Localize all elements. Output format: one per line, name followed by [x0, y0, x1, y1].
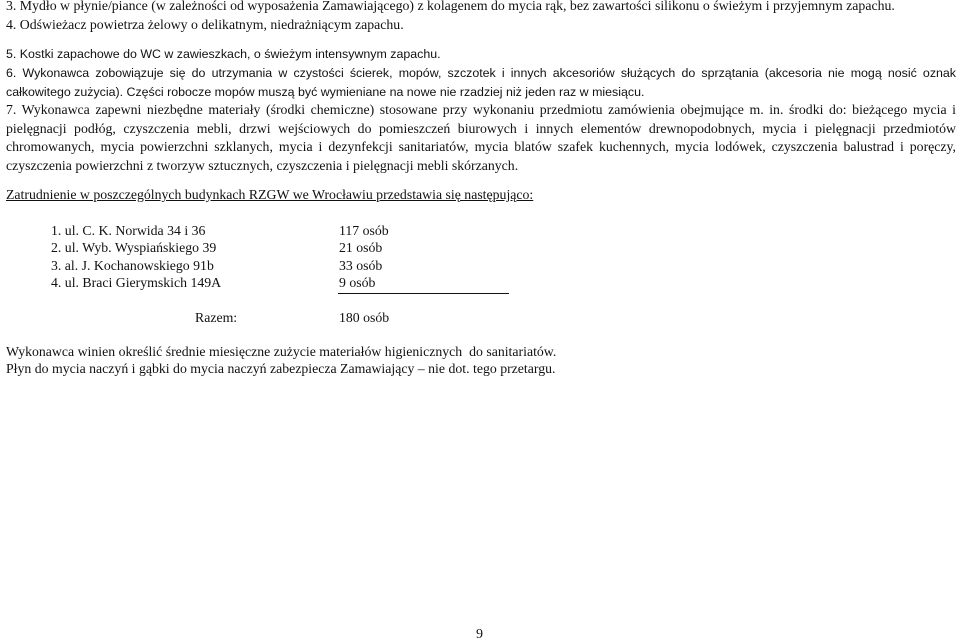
list-item-7: 7. Wykonawca zapewni niezbędne materiały (środki chemiczne) stosowane przy wykonaniu przedmiotu zamówienia obejmujące m. in. środki do: bieżącego mycia i pielęgnacji podłóg, czyszczenia mebli, drzwi wejściowych do pomieszczeń biurowych i innych elementów drewnopodobnych, mycia i pielęgnacji przedmiotów chromowanych, mycia powierzchni szklanych, mycia i dezynfekcji sanitariatów, mycia blatów szafek kuchennych, mycia lodówek, czyszczenia balustrad i poręczy, czyszczenia powierzchni z tworzyw sztucznych, czyszczenia i pielęgnacji mebli skórzanych. [6, 102, 956, 173]
employment-location: 2. ul. Wyb. Wyspiańskiego 39 [51, 240, 217, 255]
sum-divider [338, 293, 509, 294]
employment-row [51, 257, 382, 275]
employment-row [51, 274, 375, 292]
employment-location: 1. ul. C. K. Norwida 34 i 36 [51, 223, 206, 238]
employment-count: 21 osób [339, 240, 383, 255]
employment-count: 117 osób [339, 223, 389, 238]
list-item-6: 6. Wykonawca zobowiązuje się do utrzymania w czystości ścierek, mopów, szczotek i innych akcesoriów służących do sprzątania (akcesoria nie mogą nosić oznak całkowitego zużycia). Części robocze mopów muszą być wymieniane na nowe nie rzadziej niż jeden raz w miesiącu. [6, 66, 956, 99]
note-materials: Wykonawca winien określić średnie miesięczne zużycie materiałów higienicznych do sanitariatów. [6, 344, 557, 359]
employment-heading: Zatrudnienie w poszczególnych budynkach RZGW we Wrocławiu przedstawia się następująco: [6, 187, 534, 202]
list-item-5: 5. Kostki zapachowe do WC w zawieszkach, o świeżym intensywnym zapachu. [6, 47, 441, 61]
page-number: 9 [476, 627, 483, 642]
list-item-4: 4. Odświeżacz powietrza żelowy o delikatnym, niedrażniącym zapachu. [6, 16, 404, 32]
total-value: 180 osób [339, 310, 390, 325]
employment-count: 9 osób [339, 275, 376, 290]
employment-row [51, 239, 382, 257]
list-item-3: 3. Mydło w płynie/piance (w zależności od wyposażenia Zamawiającego) z kolagenem do mycia rąk, bez zawartości silikonu o świeżym i przyjemnym zapachu. [6, 0, 895, 13]
employment-location: 3. al. J. Kochanowskiego 91b [51, 258, 214, 273]
employment-row [51, 222, 389, 240]
total-label: Razem: [195, 310, 238, 325]
note-dish-liquid: Płyn do mycia naczyń i gąbki do mycia naczyń zabezpiecza Zamawiający – nie dot. tego przetargu. [6, 361, 556, 376]
list-items-3-5 [6, 0, 956, 34]
employment-count: 33 osób [339, 258, 383, 273]
employment-location: 4. ul. Braci Gierymskich 149A [51, 275, 222, 290]
